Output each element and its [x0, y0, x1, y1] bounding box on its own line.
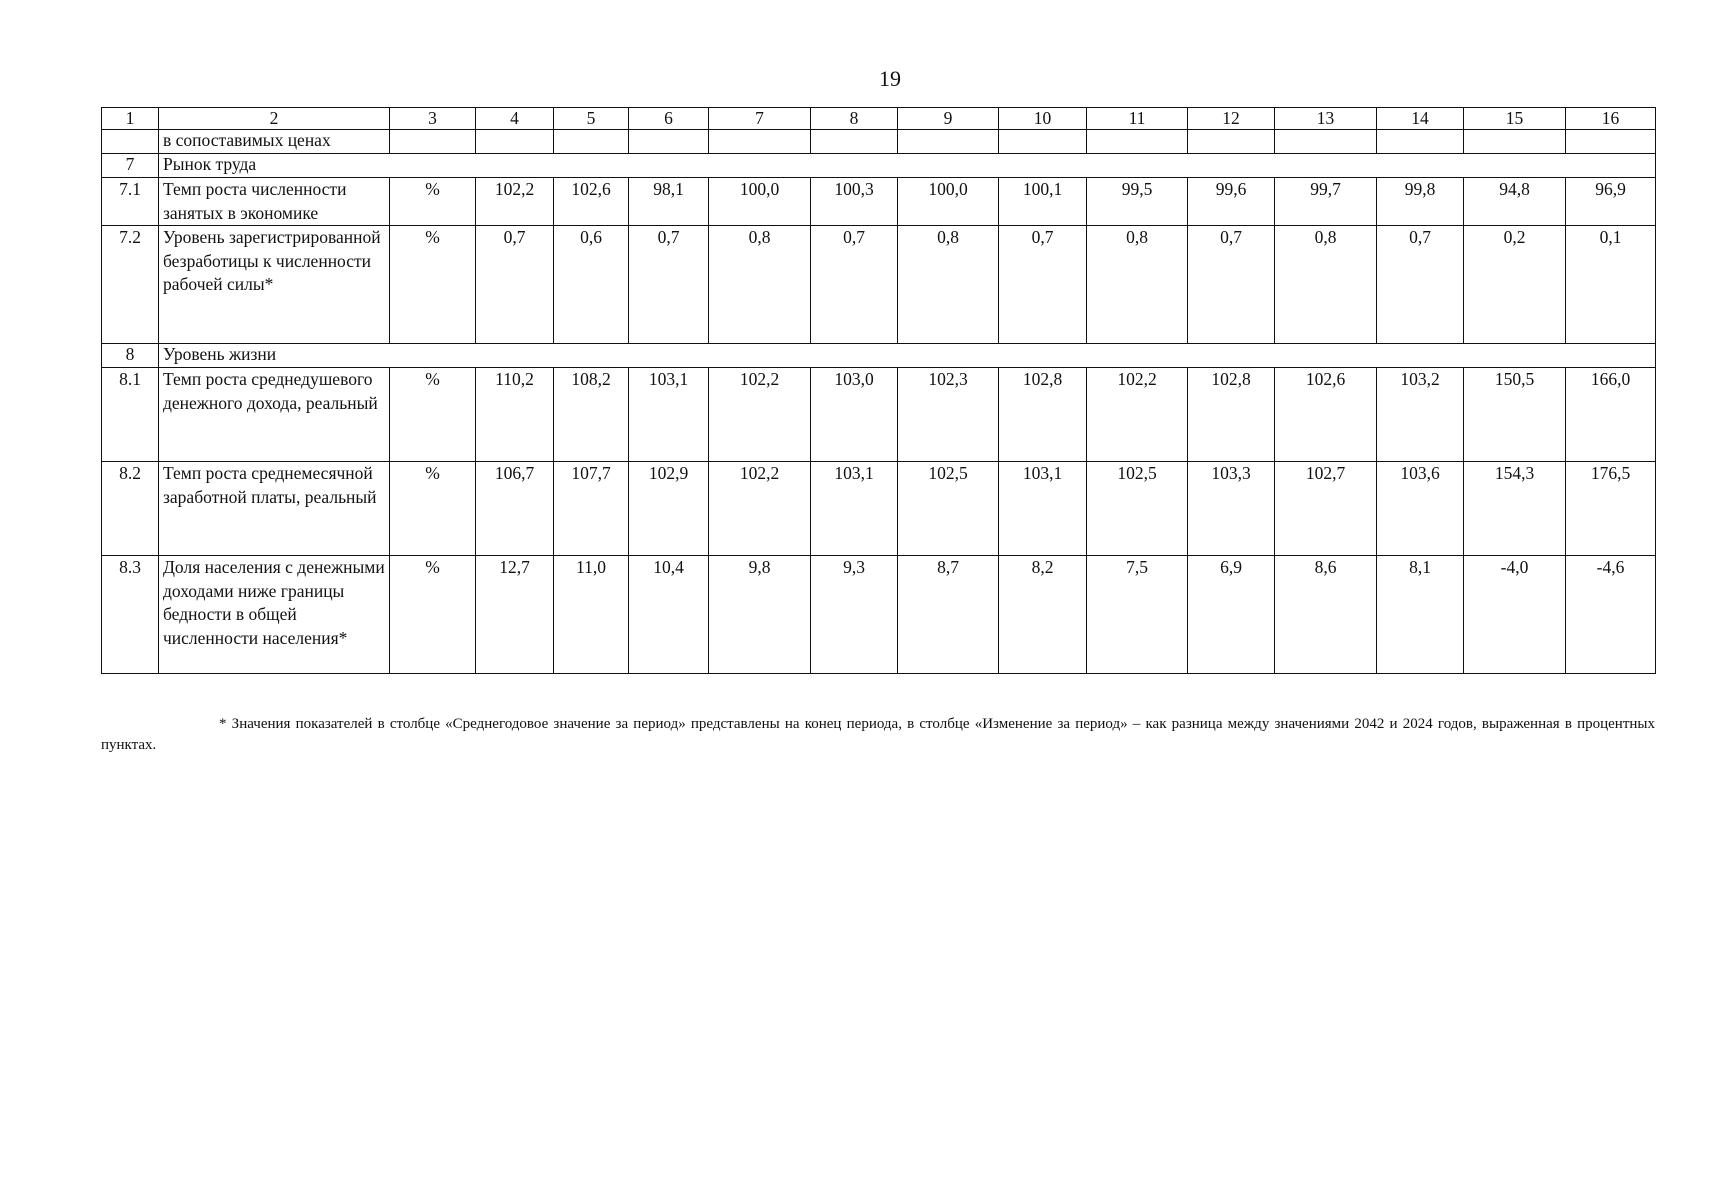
value-cell: 102,3: [898, 368, 999, 462]
column-number-cell: 10: [999, 108, 1087, 130]
value-cell: 0,2: [1464, 226, 1566, 344]
empty-cell: [390, 130, 476, 154]
value-cell: 94,8: [1464, 178, 1566, 226]
value-cell: 6,9: [1188, 556, 1275, 674]
empty-cell: [629, 130, 709, 154]
empty-cell: [1188, 130, 1275, 154]
row-index-cell: 8.2: [102, 462, 159, 556]
unit-cell: %: [390, 462, 476, 556]
indicator-name-cell: Темп роста среднемесячной заработной платы, реальный: [159, 462, 390, 556]
value-cell: 108,2: [554, 368, 629, 462]
value-cell: 10,4: [629, 556, 709, 674]
value-cell: 154,3: [1464, 462, 1566, 556]
column-number-cell: 8: [811, 108, 898, 130]
unit-cell: %: [390, 556, 476, 674]
value-cell: 103,3: [1188, 462, 1275, 556]
value-cell: 150,5: [1464, 368, 1566, 462]
value-cell: 107,7: [554, 462, 629, 556]
column-number-cell: 5: [554, 108, 629, 130]
value-cell: 0,7: [629, 226, 709, 344]
value-cell: 102,8: [1188, 368, 1275, 462]
empty-cell: [1464, 130, 1566, 154]
empty-cell: [554, 130, 629, 154]
column-number-cell: 16: [1566, 108, 1656, 130]
page-number: 19: [879, 66, 901, 91]
row-index-cell: [102, 130, 159, 154]
empty-cell: [1087, 130, 1188, 154]
value-cell: 102,2: [709, 368, 811, 462]
row-index-cell: 7.1: [102, 178, 159, 226]
section-index-cell: 7: [102, 154, 159, 178]
value-cell: 102,2: [1087, 368, 1188, 462]
value-cell: 7,5: [1087, 556, 1188, 674]
unit-cell: %: [390, 178, 476, 226]
section-row: [102, 344, 1656, 368]
empty-cell: [999, 130, 1087, 154]
value-cell: 98,1: [629, 178, 709, 226]
value-cell: 110,2: [476, 368, 554, 462]
value-cell: 8,7: [898, 556, 999, 674]
column-number-cell: 6: [629, 108, 709, 130]
indicators-table: [101, 107, 1656, 674]
empty-cell: [709, 130, 811, 154]
value-cell: 102,8: [999, 368, 1087, 462]
value-cell: 12,7: [476, 556, 554, 674]
empty-cell: [476, 130, 554, 154]
value-cell: 102,9: [629, 462, 709, 556]
column-number-cell: 4: [476, 108, 554, 130]
value-cell: 103,2: [1377, 368, 1464, 462]
section-row: [102, 154, 1656, 178]
unit-cell: %: [390, 226, 476, 344]
value-cell: 0,8: [1087, 226, 1188, 344]
unit-cell: %: [390, 368, 476, 462]
value-cell: 99,6: [1188, 178, 1275, 226]
row-index-cell: 7.2: [102, 226, 159, 344]
value-cell: 100,1: [999, 178, 1087, 226]
value-cell: 100,0: [898, 178, 999, 226]
value-cell: 102,5: [1087, 462, 1188, 556]
section-index-cell: 8: [102, 344, 159, 368]
value-cell: 8,1: [1377, 556, 1464, 674]
value-cell: 102,5: [898, 462, 999, 556]
column-number-cell: 13: [1275, 108, 1377, 130]
row-index-cell: 8.3: [102, 556, 159, 674]
value-cell: 102,7: [1275, 462, 1377, 556]
value-cell: 8,6: [1275, 556, 1377, 674]
value-cell: 99,8: [1377, 178, 1464, 226]
value-cell: 11,0: [554, 556, 629, 674]
value-cell: 0,8: [709, 226, 811, 344]
value-cell: 9,8: [709, 556, 811, 674]
value-cell: 166,0: [1566, 368, 1656, 462]
column-number-cell: 15: [1464, 108, 1566, 130]
indicator-name-cell: в сопоставимых ценах: [159, 130, 390, 154]
value-cell: 103,0: [811, 368, 898, 462]
value-cell: -4,6: [1566, 556, 1656, 674]
column-number-cell: 3: [390, 108, 476, 130]
value-cell: 103,1: [629, 368, 709, 462]
value-cell: -4,0: [1464, 556, 1566, 674]
indicator-name-cell: Темп роста среднедушевого денежного дохода, реальный: [159, 368, 390, 462]
value-cell: 99,7: [1275, 178, 1377, 226]
column-number-cell: 1: [102, 108, 159, 130]
value-cell: 106,7: [476, 462, 554, 556]
value-cell: 103,1: [999, 462, 1087, 556]
value-cell: 0,7: [811, 226, 898, 344]
value-cell: 0,7: [999, 226, 1087, 344]
indicator-name-cell: Темп роста численности занятых в экономике: [159, 178, 390, 226]
indicator-row: [102, 556, 1656, 674]
indicator-row: [102, 462, 1656, 556]
value-cell: 0,1: [1566, 226, 1656, 344]
value-cell: 102,2: [476, 178, 554, 226]
value-cell: 0,8: [1275, 226, 1377, 344]
value-cell: 103,1: [811, 462, 898, 556]
value-cell: 9,3: [811, 556, 898, 674]
value-cell: 0,7: [1188, 226, 1275, 344]
section-title-cell: Уровень жизни: [159, 344, 1656, 368]
row-index-cell: 8.1: [102, 368, 159, 462]
indicator-name-cell: Уровень зарегистрированной безработицы к численности рабочей силы*: [159, 226, 390, 344]
indicator-row: [102, 368, 1656, 462]
value-cell: 100,0: [709, 178, 811, 226]
column-number-cell: 14: [1377, 108, 1464, 130]
value-cell: 0,6: [554, 226, 629, 344]
indicator-row: [102, 226, 1656, 344]
empty-cell: [811, 130, 898, 154]
empty-cell: [1566, 130, 1656, 154]
value-cell: 100,3: [811, 178, 898, 226]
value-cell: 102,6: [1275, 368, 1377, 462]
value-cell: 102,6: [554, 178, 629, 226]
column-number-cell: 7: [709, 108, 811, 130]
footnote: * Значения показателей в столбце «Среднегодовое значение за период» представлены на конец периода, в столбце «Изменение за период» – как разница между значениями 2042 и 2024 годов, выраженная в процентных пунктах.: [101, 716, 1655, 753]
value-cell: 0,8: [898, 226, 999, 344]
value-cell: 99,5: [1087, 178, 1188, 226]
value-cell: 176,5: [1566, 462, 1656, 556]
value-cell: 103,6: [1377, 462, 1464, 556]
column-number-row: [102, 108, 1656, 130]
column-number-cell: 2: [159, 108, 390, 130]
value-cell: 0,7: [1377, 226, 1464, 344]
indicator-row: [102, 178, 1656, 226]
indicator-name-cell: Доля населения с денежными доходами ниже границы бедности в общей численности населения*: [159, 556, 390, 674]
empty-cell: [1377, 130, 1464, 154]
column-number-cell: 11: [1087, 108, 1188, 130]
value-cell: 0,7: [476, 226, 554, 344]
continuation-row: [102, 130, 1656, 154]
value-cell: 102,2: [709, 462, 811, 556]
value-cell: 8,2: [999, 556, 1087, 674]
column-number-cell: 9: [898, 108, 999, 130]
empty-cell: [898, 130, 999, 154]
value-cell: 96,9: [1566, 178, 1656, 226]
section-title-cell: Рынок труда: [159, 154, 1656, 178]
empty-cell: [1275, 130, 1377, 154]
column-number-cell: 12: [1188, 108, 1275, 130]
